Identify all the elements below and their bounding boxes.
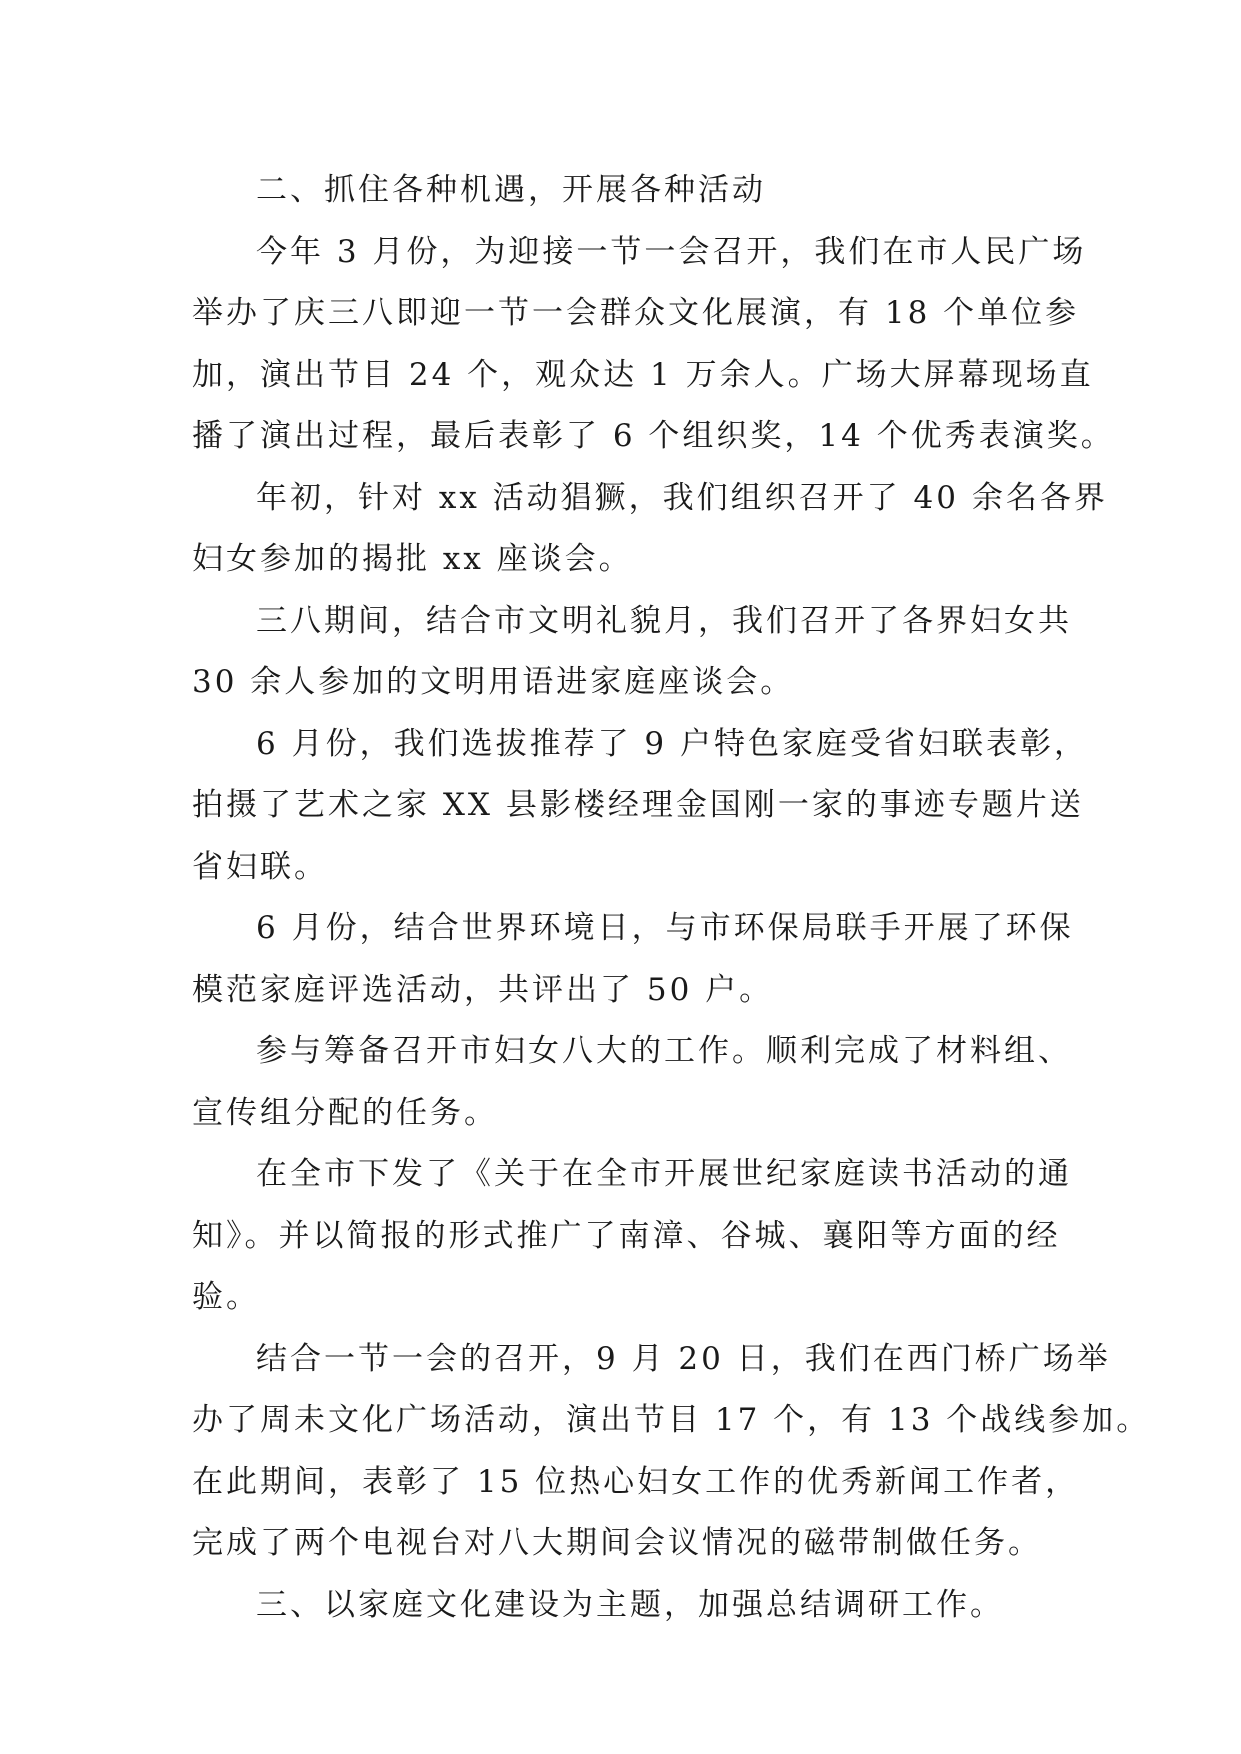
text-line: 在此期间，表彰了 15 位热心妇女工作的优秀新闻工作者，: [192, 1463, 1080, 1500]
text-line: 播了演出过程，最后表彰了 6 个组织奖，14 个优秀表演奖。: [192, 418, 1115, 454]
text-line: 6 月份，结合世界环境日，与市环保局联手开展了环保: [256, 910, 1074, 946]
text-line: 6 月份，我们选拔推荐了 9 户特色家庭受省妇联表彰，: [256, 725, 1089, 762]
text-line: 验。: [192, 1279, 260, 1315]
text-line: 模范家庭评选活动，共评出了 50 户。: [192, 971, 774, 1008]
text-line: 妇女参加的揭批 xx 座谈会。: [192, 541, 633, 577]
paragraph-reading-notice: [192, 1144, 1072, 1329]
text-line: 办了周未文化广场活动，演出节目 17 个，有 13 个战线参加。: [192, 1402, 1151, 1438]
text-line: 30 余人参加的文明用语进家庭座谈会。: [192, 664, 795, 700]
text-line: 年初，针对 xx 活动猖獗，我们组织召开了 40 余名各界: [256, 479, 1108, 516]
document-body: [192, 160, 1151, 1636]
paragraph-early-year-meeting: [192, 468, 1108, 591]
text-line: 参与筹备召开市妇女八大的工作。顺利完成了材料组、: [256, 1033, 1072, 1069]
paragraph-march-performance: [192, 222, 1115, 468]
text-line: 完成了两个电视台对八大期间会议情况的磁带制做任务。: [192, 1525, 1042, 1561]
text-line: 三八期间，结合市文明礼貌月，我们召开了各界妇女共: [256, 602, 1072, 639]
text-line: 知》。并以简报的形式推广了南漳、谷城、襄阳等方面的经: [192, 1217, 1061, 1254]
paragraph-june-families: [192, 714, 1089, 899]
text-line: 二、抓住各种机遇，开展各种活动: [256, 172, 766, 208]
text-line: 今年 3 月份，为迎接一节一会召开，我们在市人民广场: [256, 233, 1087, 270]
text-line: 宣传组分配的任务。: [192, 1094, 498, 1131]
text-line: 拍摄了艺术之家 XX 县影楼经理金国刚一家的事迹专题片送: [192, 787, 1084, 823]
text-line: 在全市下发了《关于在全市开展世纪家庭读书活动的通: [256, 1156, 1072, 1192]
text-line: 省妇联。: [192, 848, 328, 885]
paragraph-civility-month: [192, 591, 1072, 714]
text-line: 加，演出节目 24 个，观众达 1 万余人。广场大屏幕现场直: [192, 356, 1094, 393]
text-line: 举办了庆三八即迎一节一会群众文化展演，有 18 个单位参: [192, 295, 1080, 331]
section-heading-3: [192, 1575, 1072, 1637]
text-line: 三、以家庭文化建设为主题，加强总结调研工作。: [256, 1586, 1004, 1623]
paragraph-september-square: [192, 1329, 1151, 1575]
text-line: 结合一节一会的召开，9 月 20 日，我们在西门桥广场举: [256, 1340, 1111, 1377]
section-heading-2: [192, 160, 1072, 222]
paragraph-environment-day: [192, 898, 1072, 1021]
paragraph-eighth-congress: [192, 1021, 1072, 1144]
